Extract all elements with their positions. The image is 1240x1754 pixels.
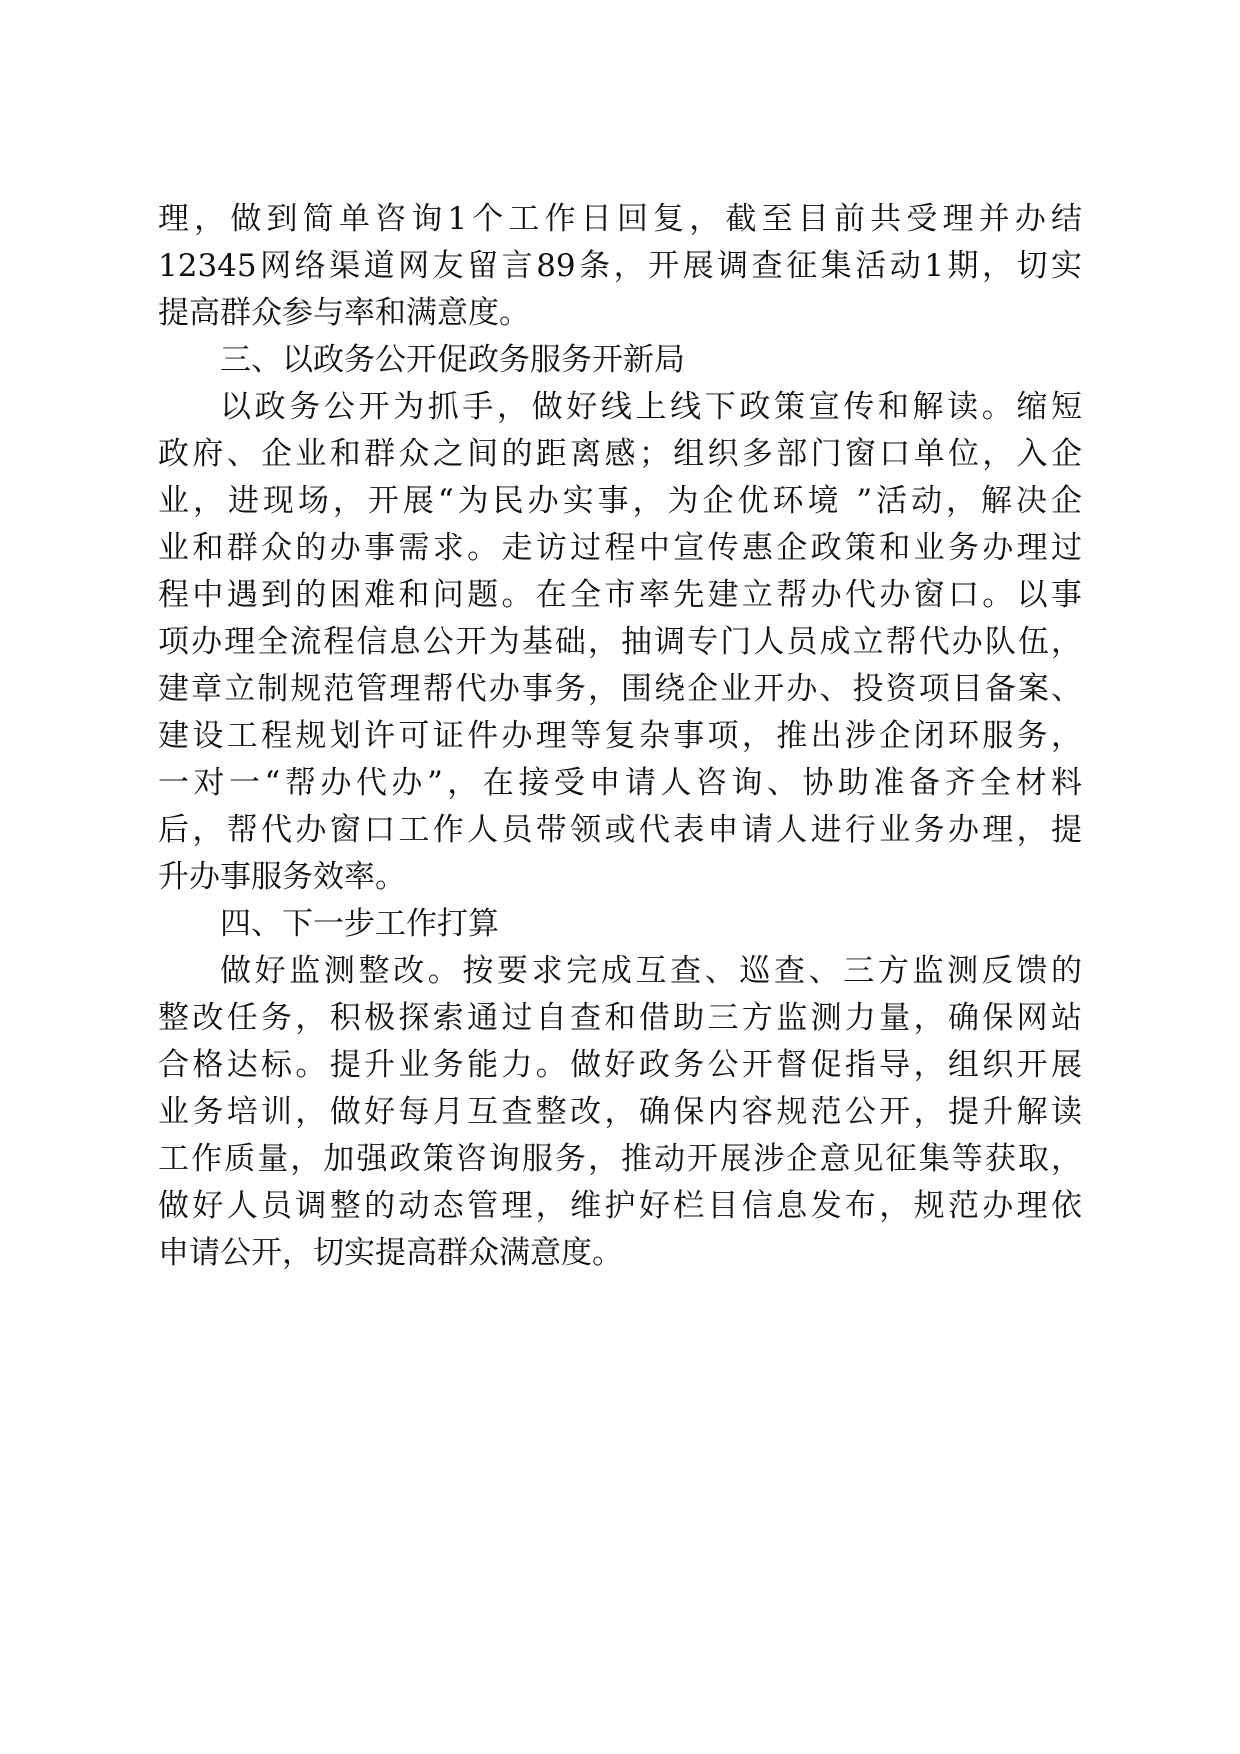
text-line: 业和群众的办事需求。走访过程中宣传惠企政策和业务办理过 bbox=[158, 530, 1082, 566]
text-line: 工作质量，加强政策咨询服务，推动开展涉企意见征集等获取， bbox=[158, 1141, 1082, 1177]
text-line: 做好人员调整的动态管理，维护好栏目信息发布，规范办理依 bbox=[158, 1188, 1082, 1224]
text-line: 建设工程规划许可证件办理等复杂事项，推出涉企闭环服务， bbox=[158, 718, 1082, 754]
text-line: 业，进现场，开展“为民办实事，为企优环境 ”活动，解决企 bbox=[158, 483, 1082, 519]
text-line: 以政务公开为抓手，做好线上线下政策宣传和解读。缩短 bbox=[220, 389, 1082, 425]
text-line: 程中遇到的困难和问题。在全市率先建立帮办代办窗口。以事 bbox=[158, 577, 1082, 613]
text-line: 一对一“帮办代办”，在接受申请人咨询、协助准备齐全材料 bbox=[158, 765, 1082, 801]
text-line: 理，做到简单咨询1个工作日回复，截至目前共受理并办结 bbox=[158, 201, 1082, 237]
text-line: 后，帮代办窗口工作人员带领或代表申请人进行业务办理，提 bbox=[158, 812, 1082, 848]
text-line: 整改任务，积极探索通过自查和借助三方监测力量，确保网站 bbox=[158, 1000, 1082, 1036]
text-line: 12345网络渠道网友留言89条，开展调查征集活动1期，切实 bbox=[158, 248, 1082, 284]
text-line: 做好监测整改。按要求完成互查、巡查、三方监测反馈的 bbox=[220, 953, 1082, 989]
document-body bbox=[158, 196, 1082, 1277]
section-heading-3: 三、以政务公开促政务服务开新局 bbox=[220, 342, 685, 378]
paragraph-service-response bbox=[158, 196, 1082, 337]
section-heading-4: 四、下一步工作打算 bbox=[220, 906, 499, 942]
paragraph-next-steps bbox=[158, 948, 1082, 1277]
text-line: 合格达标。提升业务能力。做好政务公开督促指导，组织开展 bbox=[158, 1047, 1082, 1083]
paragraph-government-service bbox=[158, 384, 1082, 901]
text-line: 项办理全流程信息公开为基础，抽调专门人员成立帮代办队伍， bbox=[158, 624, 1082, 660]
text-line: 政府、企业和群众之间的距离感；组织多部门窗口单位，入企 bbox=[158, 436, 1082, 472]
text-line: 建章立制规范管理帮代办事务，围绕企业开办、投资项目备案、 bbox=[158, 671, 1082, 707]
text-line: 提高群众参与率和满意度。 bbox=[158, 295, 530, 331]
text-line: 业务培训，做好每月互查整改，确保内容规范公开，提升解读 bbox=[158, 1094, 1082, 1130]
text-line: 升办事服务效率。 bbox=[158, 859, 406, 895]
text-line: 申请公开，切实提高群众满意度。 bbox=[158, 1235, 623, 1271]
